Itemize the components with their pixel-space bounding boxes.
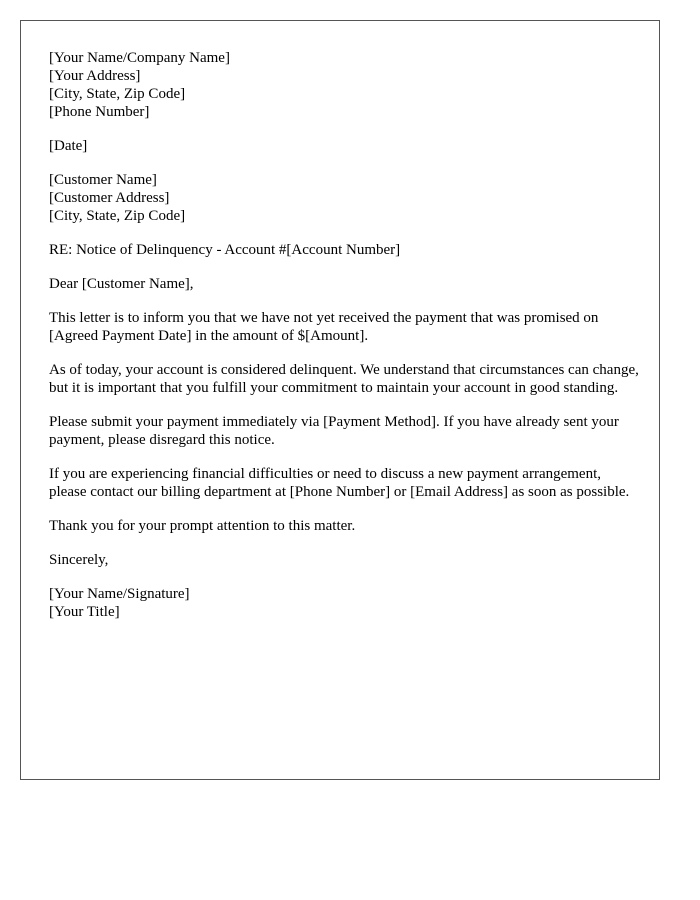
paragraph-thank-you: Thank you for your prompt attention to this matter. <box>49 518 356 534</box>
recipient-block <box>49 171 639 225</box>
letter-date: [Date] <box>49 138 88 154</box>
closing: Sincerely, <box>49 552 109 568</box>
letter-body <box>49 49 639 637</box>
salutation: Dear [Customer Name], <box>49 276 194 292</box>
signature-name: [Your Name/Signature] <box>49 586 190 602</box>
recipient-city-state-zip: [City, State, Zip Code] <box>49 208 186 224</box>
paragraph-submit-payment: Please submit your payment immediately via [Payment Method]. If you have already sent your payment, please disregard this notice. <box>49 414 619 448</box>
sender-city-state-zip: [City, State, Zip Code] <box>49 86 186 102</box>
paragraph-delinquent-status: As of today, your account is considered delinquent. We understand that circumstances can change, but it is important that you fulfill your commitment to maintain your account in good standing. <box>49 362 639 396</box>
sender-block <box>49 49 639 121</box>
letter-page <box>20 20 660 780</box>
signature-block <box>49 585 639 621</box>
paragraph-payment-not-received: This letter is to inform you that we have not yet received the payment that was promised on [Agreed Payment Date] in the amount of $[Amount]. <box>49 310 599 344</box>
sender-address: [Your Address] <box>49 68 141 84</box>
recipient-address: [Customer Address] <box>49 190 170 206</box>
sender-name: [Your Name/Company Name] <box>49 50 230 66</box>
paragraph-financial-difficulties: If you are experiencing financial difficulties or need to discuss a new payment arrangement, please contact our billing department at [Phone Number] or [Email Address] as soon as possible. <box>49 466 630 500</box>
date-block <box>49 137 639 155</box>
signature-title: [Your Title] <box>49 604 120 620</box>
recipient-name: [Customer Name] <box>49 172 157 188</box>
subject-line: RE: Notice of Delinquency - Account #[Account Number] <box>49 242 401 258</box>
sender-phone: [Phone Number] <box>49 104 150 120</box>
